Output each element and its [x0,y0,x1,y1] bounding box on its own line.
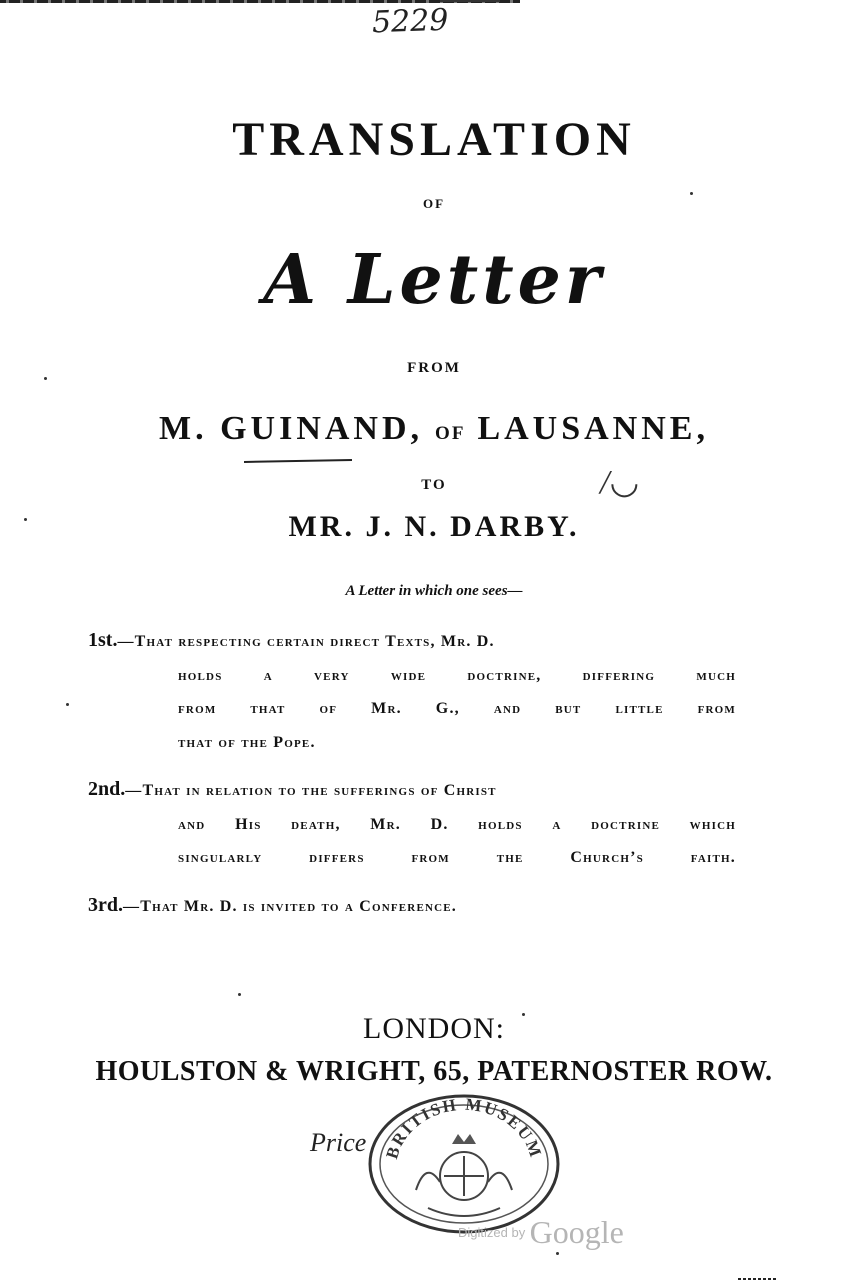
pen-underline-mark [244,459,352,463]
subtitle-blackletter: A Letter [263,240,605,320]
handwritten-shelfmark: 5229 [371,2,449,41]
point-1-line-1: —That respecting certain direct Texts, Mr. D. [117,633,495,650]
point-2-line-2: and His death, Mr. D. holds a doctrine which [178,815,736,833]
to-label: TO [421,477,447,493]
digitized-watermark [458,1214,624,1251]
bottom-edge-rule [738,1278,778,1280]
imprint-city: LONDON: [363,1012,505,1045]
top-edge-rule-2 [440,0,500,2]
page-title: TRANSLATION [232,113,636,166]
point-1 [88,624,736,759]
author-of: OF [435,423,466,444]
point-1-line-4: that of the Pope. [178,733,316,751]
ink-speck [556,1252,559,1255]
author-line [0,410,868,448]
of-connector: OF [422,196,446,211]
recipient-line: MR. J. N. DARBY. [288,510,580,543]
museum-stamp-seal [366,1090,562,1234]
point-2-first-line [88,778,497,800]
author-place: LAUSANNE, [477,410,709,447]
ink-speck [522,1013,525,1016]
point-2-line-3: singularly differs from the Church’s faith. [178,849,736,866]
point-1-line-2: holds a very wide doctrine, differing much [178,666,736,684]
point-1-first-line [88,629,495,651]
imprint-publisher: HOULSTON & WRIGHT, 65, PATERNOSTER ROW. [95,1056,773,1087]
stamp-text: BRITISH MUSEUM [382,1094,546,1162]
intro-line: A Letter in which one sees— [345,583,523,599]
point-3 [88,889,736,924]
point-3-number: 3rd. [88,894,123,916]
ink-speck [66,703,69,706]
point-1-number: 1st. [88,629,118,651]
point-2-number: 2nd. [88,778,126,800]
point-2-line-1: —That in relation to the sufferings of Christ [125,782,497,799]
from-label: FROM [407,360,461,376]
price-label: Price [310,1128,367,1157]
author-name: M. GUINAND, [159,410,424,447]
ink-speck [238,993,241,996]
pen-scribble-mark: /◡ [600,464,640,501]
point-1-line-3: from that of Mr. G., and but little from [178,700,736,717]
digitized-brand: Google [529,1214,624,1250]
point-2 [88,773,736,875]
ink-speck [690,192,693,195]
ink-speck [44,377,47,380]
digitized-prefix: Digitized by [458,1225,526,1240]
ink-speck [24,518,27,521]
point-3-line-1: —That Mr. D. is invited to a Conference. [123,898,458,915]
